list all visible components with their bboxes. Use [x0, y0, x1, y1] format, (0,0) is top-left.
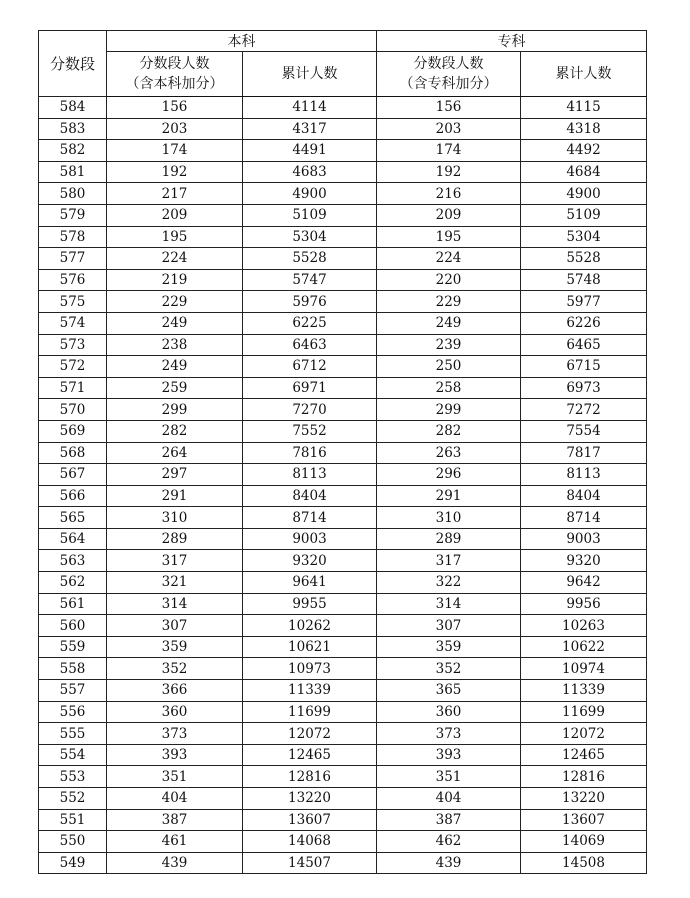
table-row: [39, 183, 647, 205]
score-cell: 583: [39, 118, 107, 140]
benke-group-header: 本科: [107, 31, 377, 52]
benke-count-cell: 404: [107, 788, 243, 810]
zhuanke-cumulative-cell: 8113: [521, 464, 647, 486]
score-cell: 577: [39, 248, 107, 270]
zhuanke-cumulative-cell: 4115: [521, 97, 647, 119]
score-cell: 561: [39, 593, 107, 615]
zhuanke-cumulative-cell: 7554: [521, 420, 647, 442]
benke-count-cell: 387: [107, 809, 243, 831]
benke-count-cell: 351: [107, 766, 243, 788]
zhuanke-count-cell: 317: [377, 550, 521, 572]
benke-cumulative-cell: 5304: [243, 226, 377, 248]
benke-cumulative-cell: 5976: [243, 291, 377, 313]
table-row: [39, 161, 647, 183]
benke-cumulative-cell: 14068: [243, 831, 377, 853]
score-cell: 559: [39, 636, 107, 658]
table-row: [39, 766, 647, 788]
benke-cumulative-cell: 5528: [243, 248, 377, 270]
score-cell: 557: [39, 680, 107, 702]
zhuanke-cumulative-cell: 6465: [521, 334, 647, 356]
table-row: [39, 680, 647, 702]
benke-cumulative-cell: 10621: [243, 636, 377, 658]
score-cell: 568: [39, 442, 107, 464]
table-row: [39, 97, 647, 119]
benke-count-cell: 238: [107, 334, 243, 356]
zhuanke-count-cell: 229: [377, 291, 521, 313]
score-cell: 579: [39, 204, 107, 226]
benke-cumulative-header: 累计人数: [243, 52, 377, 97]
benke-count-cell: 310: [107, 507, 243, 529]
table-row: [39, 248, 647, 270]
zhuanke-cumulative-cell: 6973: [521, 377, 647, 399]
benke-count-cell: 291: [107, 485, 243, 507]
benke-cumulative-cell: 8113: [243, 464, 377, 486]
zhuanke-cumulative-header: 累计人数: [521, 52, 647, 97]
score-cell: 562: [39, 572, 107, 594]
zhuanke-cumulative-cell: 10263: [521, 615, 647, 637]
zhuanke-cumulative-cell: 14069: [521, 831, 647, 853]
zhuanke-cumulative-cell: 6226: [521, 312, 647, 334]
zhuanke-count-cell: 359: [377, 636, 521, 658]
zhuanke-count-header: [377, 52, 521, 97]
benke-count-cell: 209: [107, 204, 243, 226]
zhuanke-cumulative-cell: 9003: [521, 528, 647, 550]
zhuanke-count-cell: 239: [377, 334, 521, 356]
benke-cumulative-cell: 11699: [243, 701, 377, 723]
score-cell: 563: [39, 550, 107, 572]
table-header: [39, 31, 647, 97]
table-row: [39, 420, 647, 442]
score-cell: 554: [39, 744, 107, 766]
benke-count-cell: 366: [107, 680, 243, 702]
zhuanke-count-cell: 203: [377, 118, 521, 140]
table-row: [39, 226, 647, 248]
benke-count-cell: 282: [107, 420, 243, 442]
table-row: [39, 334, 647, 356]
score-cell: 584: [39, 97, 107, 119]
benke-cumulative-cell: 6463: [243, 334, 377, 356]
benke-cumulative-cell: 12816: [243, 766, 377, 788]
zhuanke-cumulative-cell: 4684: [521, 161, 647, 183]
zhuanke-count-cell: 322: [377, 572, 521, 594]
zhuanke-cumulative-cell: 7817: [521, 442, 647, 464]
benke-count-cell: 317: [107, 550, 243, 572]
benke-count-cell: 224: [107, 248, 243, 270]
score-cell: 569: [39, 420, 107, 442]
zhuanke-cumulative-cell: 7272: [521, 399, 647, 421]
score-cell: 550: [39, 831, 107, 853]
table-row: [39, 852, 647, 874]
zhuanke-cumulative-cell: 5109: [521, 204, 647, 226]
benke-count-cell: 439: [107, 852, 243, 874]
table-row: [39, 356, 647, 378]
zhuanke-count-cell: 352: [377, 658, 521, 680]
zhuanke-count-cell: 258: [377, 377, 521, 399]
benke-cumulative-cell: 9320: [243, 550, 377, 572]
zhuanke-count-cell: 156: [377, 97, 521, 119]
score-cell: 549: [39, 852, 107, 874]
benke-count-cell: 461: [107, 831, 243, 853]
zhuanke-cumulative-cell: 12465: [521, 744, 647, 766]
benke-cumulative-cell: 7552: [243, 420, 377, 442]
score-cell: 567: [39, 464, 107, 486]
zhuanke-cumulative-cell: 4900: [521, 183, 647, 205]
benke-cumulative-cell: 6225: [243, 312, 377, 334]
score-cell: 582: [39, 140, 107, 162]
zhuanke-count-cell: 360: [377, 701, 521, 723]
zhuanke-count-cell: 209: [377, 204, 521, 226]
zhuanke-count-cell: 296: [377, 464, 521, 486]
benke-count-header-line1: 分数段人数: [139, 56, 210, 72]
table-row: [39, 723, 647, 745]
zhuanke-count-cell: 387: [377, 809, 521, 831]
score-distribution-table-wrapper: [38, 30, 646, 874]
zhuanke-cumulative-cell: 13607: [521, 809, 647, 831]
zhuanke-count-cell: 216: [377, 183, 521, 205]
benke-count-cell: 192: [107, 161, 243, 183]
benke-cumulative-cell: 8714: [243, 507, 377, 529]
score-cell: 553: [39, 766, 107, 788]
benke-cumulative-cell: 7270: [243, 399, 377, 421]
benke-cumulative-cell: 8404: [243, 485, 377, 507]
zhuanke-cumulative-cell: 11699: [521, 701, 647, 723]
table-row: [39, 291, 647, 313]
benke-cumulative-cell: 9641: [243, 572, 377, 594]
zhuanke-count-cell: 195: [377, 226, 521, 248]
table-row: [39, 809, 647, 831]
table-row: [39, 399, 647, 421]
table-body: [39, 97, 647, 874]
score-cell: 558: [39, 658, 107, 680]
table-row: [39, 377, 647, 399]
score-cell: 565: [39, 507, 107, 529]
zhuanke-cumulative-cell: 14508: [521, 852, 647, 874]
benke-count-cell: 359: [107, 636, 243, 658]
benke-count-cell: 289: [107, 528, 243, 550]
score-cell: 555: [39, 723, 107, 745]
zhuanke-cumulative-cell: 6715: [521, 356, 647, 378]
zhuanke-cumulative-cell: 10622: [521, 636, 647, 658]
benke-count-cell: 314: [107, 593, 243, 615]
zhuanke-cumulative-cell: 9956: [521, 593, 647, 615]
benke-cumulative-cell: 6712: [243, 356, 377, 378]
zhuanke-count-cell: 220: [377, 269, 521, 291]
zhuanke-cumulative-cell: 5528: [521, 248, 647, 270]
table-row: [39, 269, 647, 291]
zhuanke-cumulative-cell: 9320: [521, 550, 647, 572]
zhuanke-count-header-line1: 分数段人数: [413, 56, 484, 72]
zhuanke-count-cell: 393: [377, 744, 521, 766]
benke-cumulative-cell: 13220: [243, 788, 377, 810]
zhuanke-count-cell: 291: [377, 485, 521, 507]
table-row: [39, 485, 647, 507]
zhuanke-count-cell: 462: [377, 831, 521, 853]
zhuanke-count-header-line2: （含专科加分）: [399, 76, 498, 92]
zhuanke-cumulative-cell: 8404: [521, 485, 647, 507]
benke-cumulative-cell: 4683: [243, 161, 377, 183]
benke-cumulative-cell: 12072: [243, 723, 377, 745]
score-cell: 570: [39, 399, 107, 421]
zhuanke-count-cell: 365: [377, 680, 521, 702]
benke-count-cell: 373: [107, 723, 243, 745]
zhuanke-count-cell: 299: [377, 399, 521, 421]
table-row: [39, 528, 647, 550]
zhuanke-count-cell: 192: [377, 161, 521, 183]
zhuanke-count-cell: 373: [377, 723, 521, 745]
score-cell: 572: [39, 356, 107, 378]
zhuanke-count-cell: 250: [377, 356, 521, 378]
table-row: [39, 701, 647, 723]
table-row: [39, 312, 647, 334]
benke-count-cell: 264: [107, 442, 243, 464]
table-row: [39, 788, 647, 810]
score-cell: 560: [39, 615, 107, 637]
table-row: [39, 118, 647, 140]
benke-count-cell: 393: [107, 744, 243, 766]
zhuanke-count-cell: 289: [377, 528, 521, 550]
benke-cumulative-cell: 10973: [243, 658, 377, 680]
score-cell: 574: [39, 312, 107, 334]
benke-count-cell: 229: [107, 291, 243, 313]
benke-count-cell: 299: [107, 399, 243, 421]
table-row: [39, 507, 647, 529]
benke-cumulative-cell: 10262: [243, 615, 377, 637]
zhuanke-count-cell: 249: [377, 312, 521, 334]
benke-count-cell: 174: [107, 140, 243, 162]
table-row: [39, 572, 647, 594]
score-cell: 551: [39, 809, 107, 831]
score-cell: 580: [39, 183, 107, 205]
benke-count-cell: 203: [107, 118, 243, 140]
benke-count-header: [107, 52, 243, 97]
score-distribution-table: [38, 30, 647, 874]
benke-cumulative-cell: 9003: [243, 528, 377, 550]
zhuanke-cumulative-cell: 13220: [521, 788, 647, 810]
benke-count-cell: 195: [107, 226, 243, 248]
zhuanke-cumulative-cell: 11339: [521, 680, 647, 702]
benke-count-cell: 156: [107, 97, 243, 119]
benke-count-cell: 360: [107, 701, 243, 723]
score-column-header: 分数段: [39, 31, 107, 97]
benke-count-cell: 259: [107, 377, 243, 399]
benke-cumulative-cell: 12465: [243, 744, 377, 766]
table-row: [39, 140, 647, 162]
score-cell: 581: [39, 161, 107, 183]
score-cell: 556: [39, 701, 107, 723]
score-cell: 578: [39, 226, 107, 248]
benke-cumulative-cell: 7816: [243, 442, 377, 464]
zhuanke-cumulative-cell: 12072: [521, 723, 647, 745]
table-row: [39, 636, 647, 658]
table-row: [39, 658, 647, 680]
benke-count-cell: 297: [107, 464, 243, 486]
zhuanke-group-header: 专科: [377, 31, 647, 52]
table-row: [39, 204, 647, 226]
score-cell: 571: [39, 377, 107, 399]
zhuanke-count-cell: 282: [377, 420, 521, 442]
zhuanke-cumulative-cell: 8714: [521, 507, 647, 529]
benke-count-cell: 217: [107, 183, 243, 205]
benke-count-cell: 249: [107, 356, 243, 378]
benke-cumulative-cell: 5747: [243, 269, 377, 291]
benke-cumulative-cell: 9955: [243, 593, 377, 615]
benke-cumulative-cell: 14507: [243, 852, 377, 874]
score-cell: 573: [39, 334, 107, 356]
score-cell: 564: [39, 528, 107, 550]
zhuanke-cumulative-cell: 4492: [521, 140, 647, 162]
benke-cumulative-cell: 4317: [243, 118, 377, 140]
score-cell: 552: [39, 788, 107, 810]
zhuanke-cumulative-cell: 12816: [521, 766, 647, 788]
benke-cumulative-cell: 4114: [243, 97, 377, 119]
zhuanke-cumulative-cell: 5977: [521, 291, 647, 313]
table-row: [39, 744, 647, 766]
benke-count-cell: 219: [107, 269, 243, 291]
benke-cumulative-cell: 4900: [243, 183, 377, 205]
table-row: [39, 464, 647, 486]
table-row: [39, 550, 647, 572]
zhuanke-count-cell: 351: [377, 766, 521, 788]
zhuanke-count-cell: 224: [377, 248, 521, 270]
benke-cumulative-cell: 6971: [243, 377, 377, 399]
zhuanke-cumulative-cell: 9642: [521, 572, 647, 594]
zhuanke-count-cell: 174: [377, 140, 521, 162]
benke-count-cell: 352: [107, 658, 243, 680]
score-cell: 576: [39, 269, 107, 291]
zhuanke-count-cell: 263: [377, 442, 521, 464]
table-row: [39, 615, 647, 637]
zhuanke-count-cell: 439: [377, 852, 521, 874]
zhuanke-cumulative-cell: 5304: [521, 226, 647, 248]
score-cell: 575: [39, 291, 107, 313]
benke-cumulative-cell: 11339: [243, 680, 377, 702]
zhuanke-count-cell: 307: [377, 615, 521, 637]
zhuanke-cumulative-cell: 10974: [521, 658, 647, 680]
table-row: [39, 593, 647, 615]
table-row: [39, 442, 647, 464]
zhuanke-count-cell: 310: [377, 507, 521, 529]
zhuanke-cumulative-cell: 4318: [521, 118, 647, 140]
zhuanke-count-cell: 404: [377, 788, 521, 810]
zhuanke-count-cell: 314: [377, 593, 521, 615]
score-cell: 566: [39, 485, 107, 507]
benke-count-cell: 249: [107, 312, 243, 334]
benke-cumulative-cell: 5109: [243, 204, 377, 226]
zhuanke-cumulative-cell: 5748: [521, 269, 647, 291]
benke-count-cell: 307: [107, 615, 243, 637]
table-row: [39, 831, 647, 853]
benke-count-cell: 321: [107, 572, 243, 594]
benke-cumulative-cell: 4491: [243, 140, 377, 162]
benke-cumulative-cell: 13607: [243, 809, 377, 831]
benke-count-header-line2: （含本科加分）: [125, 76, 224, 92]
